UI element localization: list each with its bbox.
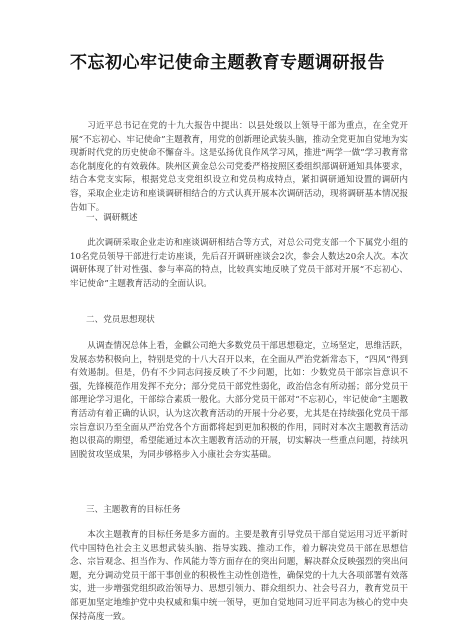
document-title: 不忘初心牢记使命主题教育专题调研报告 [70, 53, 385, 73]
section-body-overview: 此次调研采取企业走访和座谈调研相结合等方式，对总公司党支部一个下属党小组的10名党员领导干部进行走访座谈，先后召开调研座谈会2次，参会人数达20余人次。本次调研体现了针对性强、参与率高的特点，比较真实地反映了党员干部对开展“不忘初心、牢记使命”主题教育活动的全面认识。 [70, 238, 408, 289]
section-heading-overview: 一、调研概述 [86, 213, 138, 223]
section-body-goals: 本次主题教育的目标任务是多方面的。主要是教育引导党员干部自觉运用习近平新时代中国特色社会主义思想武装头脑、指导实践、推动工作，着力解决党员干部在思想信念、宗旨观念、担当作为、作风能力等方面存在的突出问题，解决群众反映强烈的突出问题，充分调动党员干部干事创业的积极性主动性创造性，确保党的十九大各项部署有效落实，进一步增强党组织政治领导力、思想引领力、群众组织力、社会号召力，教育党员干部更加坚定地维护党中央权威和集中统一领导，更加自觉地同习近平同志为核心的党中央保持高度一致。 [70, 530, 408, 622]
section-heading-thought-status: 二、党员思想现状 [86, 315, 155, 325]
section-heading-goals: 三、主题教育的目标任务 [86, 505, 181, 515]
intro-paragraph: 习近平总书记在党的十九大报告中提出：以县处级以上领导干部为重点，在全党开展“不忘初心、牢记使命”主题教育，用党的创新理论武装头脑，推动全党更加自觉地为实现新时代党的历史使命不懈奋斗。这是弘扬优良作风学习风，推进“两学一做”学习教育常态化制度化的有效载体。陕州区黄金总公司党委严格按照区委组织部调研通知具体要求，结合本党支实际，根据党总支党组织设立和党员构成特点，紧扣调研通知设置的调研内容，采取企业走访和座谈调研相结合的方式认真开展本次调研活动，现将调研基本情况报告如下。 [70, 121, 408, 213]
section-body-thought-status: 从调查情况总体上看，金麒公司绝大多数党员干部思想稳定，立场坚定，思维活跃，发展态势积极向上，特别是党的十八大召开以来，在全面从严治党新常态下，“四风”得到有效遏制。但是，仍有不少同志问接反映了不少问题，比如：少数党员干部宗旨意识不强，先锋模范作用发挥不充分；部分党员干部党性弱化，政治信念有所动摇；部分党员干部理论学习退化，干部综合素质一般化。大部分党员干部对“不忘初心，牢记使命”主题教育活动有着正确的认识，认为这次教育活动的开展十分必要，尤其是在持续强化党员干部宗旨意识乃至全面从严治党各个方面都将起到更加积极的作用，同时对本次主题教育活动抱以很高的期望，希望能通过本次主题教育活动的开展，切实解决一些重点问题，持续巩固脱贫攻坚成果，为同步够格步入小康社会夯实基础。 [70, 341, 408, 460]
